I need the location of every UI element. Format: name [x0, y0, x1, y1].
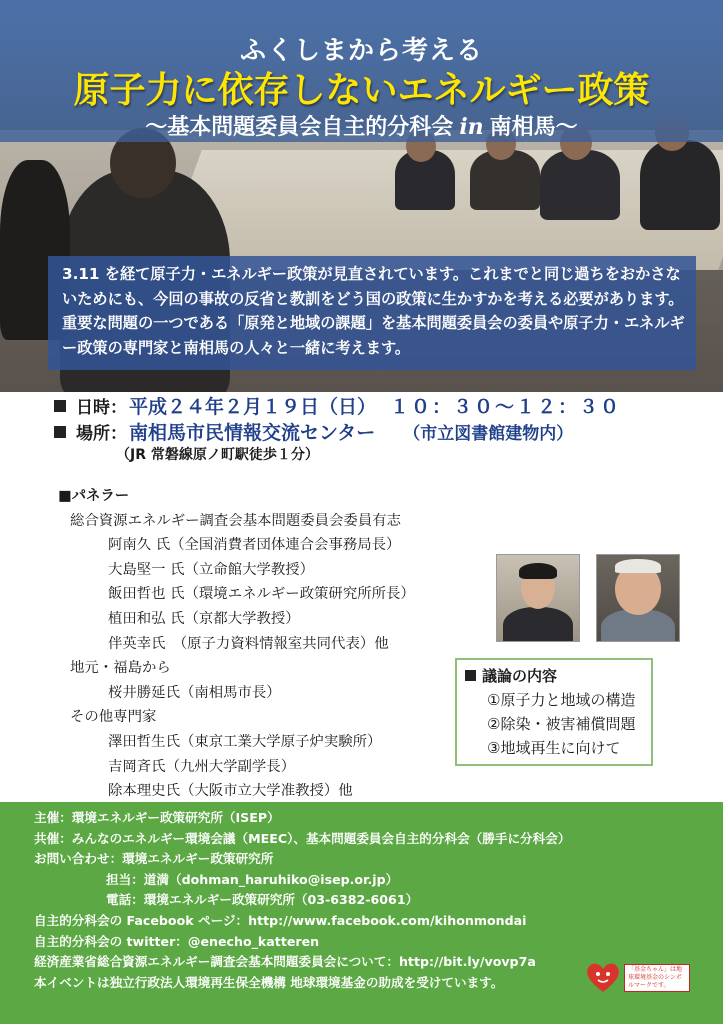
subtitle: ～基本問題委員会自主的分科会 in 南相馬～ — [145, 114, 578, 140]
portrait-photo — [596, 554, 680, 642]
organizer: 主催：環境エネルギー政策研究所（ISEP） — [34, 810, 280, 825]
topic-item: ②除染・被害補償問題 — [487, 715, 636, 733]
panel-group-1: 総合資源エネルギー調査会基本問題委員会委員有志 — [70, 512, 401, 529]
panelist: 除本理史氏（大阪市立大学准教授）他 — [108, 783, 353, 800]
contact-phone: 電話：環境エネルギー政策研究所（03-6382-6061） — [106, 892, 419, 908]
header-photo — [0, 0, 723, 392]
topics-heading: 議論の内容 — [482, 667, 558, 685]
panelist-list — [58, 484, 415, 804]
meti-link: 経済産業省総合資源エネルギー調査会基本問題委員会について：http://bit.ly/vovp7a — [34, 954, 536, 970]
access-note: （JR 常磐線原ノ町駅徒歩１分） — [116, 447, 319, 463]
panelist: 飯田哲也 氏（環境エネルギー政策研究所所長） — [108, 586, 415, 603]
panelist: 澤田哲生氏（東京工業大学原子炉実験所） — [108, 733, 382, 750]
panelist: 植田和弘 氏（京都大学教授） — [108, 610, 300, 627]
panelist: 吉岡斉氏（九州大学副学長） — [108, 758, 296, 775]
twitter-link: 自主的分科会の twitter：@enecho_katteren — [34, 933, 320, 949]
discussion-topics — [455, 658, 653, 766]
panel-heading: ■パネラー — [58, 488, 130, 504]
date-row: 日時： 平成２４年２月１９日（日） １０：３０～１２：３０ — [54, 392, 621, 419]
cosponsor: 共催：みんなのエネルギー環境会議（MEEC）、基本問題委員会自主的分科会（勝手に分科会） — [34, 830, 571, 846]
contact: お問い合わせ：環境エネルギー政策研究所 — [34, 851, 274, 867]
logo-caption: 「基金ちゃん」は地球環境基金のシンボルマークです。 — [624, 964, 690, 992]
bullet-square-icon — [54, 400, 66, 412]
panel-group-2: 地元・福島から — [70, 660, 171, 677]
contact-person: 担当：道満（dohman_haruhiko@isep.or.jp） — [106, 871, 399, 887]
panelist: 伴英幸氏 （原子力資料情報室共同代表）他 — [108, 635, 389, 652]
bullet-square-icon — [465, 670, 476, 681]
topic-item: ③地域再生に向けて — [487, 739, 621, 757]
grant-note: 本イベントは独立行政法人環境再生保全機構 地球環境基金の助成を受けています。 — [34, 974, 504, 990]
kikin-chan-logo — [584, 960, 694, 1000]
facebook-link: 自主的分科会の Facebook ページ：http://www.facebook.com/kihonmondai — [34, 912, 527, 928]
heart-mascot-icon — [584, 960, 622, 994]
bullet-square-icon — [54, 426, 66, 438]
main-title: 原子力に依存しないエネルギー政策 — [73, 70, 650, 111]
panel-group-3: その他専門家 — [70, 709, 157, 726]
intro-text: 3.11 を経て原子力・エネルギー政策が見直されています。これまでと同じ過ちをおかさないためにも、今回の事故の反省と教訓をどう国の政策に生かすかを考える必要があります。重要な問題の一つである「原発と地域の課題」を基本問題委員会の委員や原子力・エネルギー政策の専門家と南相馬の人々と一緒に考えます。 — [48, 256, 696, 370]
topic-item: ①原子力と地域の構造 — [487, 691, 636, 709]
portrait-photo — [496, 554, 580, 642]
panelist: 阿南久 氏（全国消費者団体連合会事務局長） — [108, 537, 401, 554]
place-row: 場所： 南相馬市民情報交流センター （市立図書館建物内） — [54, 418, 573, 445]
title-line-1: ふくしまから考える — [239, 36, 483, 66]
panelist: 桜井勝延氏（南相馬市長） — [108, 684, 281, 701]
panelist: 大島堅一 氏（立命館大学教授） — [108, 561, 315, 578]
